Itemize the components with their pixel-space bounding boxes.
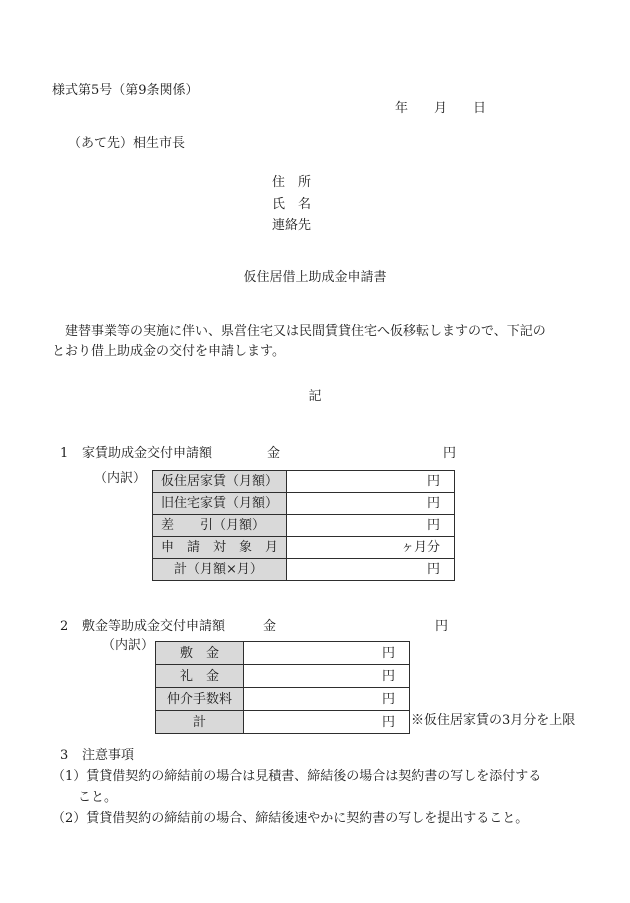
section1-amount-suffix: 円 bbox=[443, 446, 457, 461]
table-row bbox=[156, 665, 410, 688]
caution-item-1-line: （1）賃貸借契約の締結前の場合は見積書、締結後の場合は契約書の写しを添付する bbox=[52, 769, 542, 784]
section3-header bbox=[0, 749, 630, 763]
deposit-limit-note: ※仮住居家賃の3月分を上限 bbox=[411, 713, 576, 728]
table-row bbox=[156, 711, 410, 734]
row-label-cell: 計（月額×月） bbox=[153, 559, 287, 581]
row-label-cell: 仲介手数料 bbox=[156, 688, 244, 711]
section2-amount-prefix: 金 bbox=[263, 619, 277, 634]
section1-breakdown-label: （内訳） bbox=[94, 471, 147, 486]
row-value-cell: 円 bbox=[244, 711, 410, 734]
section3-number: 3 bbox=[60, 748, 69, 763]
table-row bbox=[153, 559, 455, 581]
section2-amount-suffix: 円 bbox=[435, 619, 449, 634]
row-label-cell: 計 bbox=[156, 711, 244, 734]
section2-header bbox=[0, 620, 630, 634]
row-label-cell: 申 請 対 象 月 bbox=[153, 537, 287, 559]
addressee-line: （あて先）相生市長 bbox=[68, 136, 186, 151]
row-value-cell: 円 bbox=[287, 515, 455, 537]
table-row bbox=[153, 471, 455, 493]
deposit-breakdown-table bbox=[155, 641, 410, 734]
caution-item-2-line: （2）賃貸借契約の締結前の場合、締結後速やかに契約書の写しを提出すること。 bbox=[52, 811, 529, 826]
applicant-contact-label: 連絡先 bbox=[272, 218, 312, 233]
caution-item-1-line: こと。 bbox=[78, 790, 118, 805]
applicant-name-label: 氏 名 bbox=[272, 197, 312, 212]
document-title: 仮住居借上助成金申請書 bbox=[243, 270, 387, 285]
row-label-cell: 礼 金 bbox=[156, 665, 244, 688]
section1-header bbox=[0, 447, 630, 461]
section1-amount-prefix: 金 bbox=[267, 446, 281, 461]
table-row bbox=[156, 688, 410, 711]
record-marker: 記 bbox=[308, 389, 322, 404]
row-value-cell: 円 bbox=[244, 688, 410, 711]
table-row bbox=[153, 493, 455, 515]
row-label-cell: 仮住居家賃（月額） bbox=[153, 471, 287, 493]
row-value-cell: 円 bbox=[244, 665, 410, 688]
table-row bbox=[156, 642, 410, 665]
section1-title: 家賃助成金交付申請額 bbox=[82, 446, 213, 461]
row-value-cell: 円 bbox=[287, 559, 455, 581]
section2-title: 敷金等助成金交付申請額 bbox=[82, 619, 226, 634]
section2-number: 2 bbox=[60, 619, 69, 634]
date-line: 年 月 日 bbox=[395, 101, 487, 116]
row-value-cell: 円 bbox=[244, 642, 410, 665]
row-label-cell: 敷 金 bbox=[156, 642, 244, 665]
rent-breakdown-table bbox=[152, 470, 455, 581]
table-row bbox=[153, 515, 455, 537]
body-paragraph-line: とおり借上助成金の交付を申請します。 bbox=[52, 344, 285, 359]
section3-title: 注意事項 bbox=[82, 748, 135, 763]
section2-breakdown-label: （内訳） bbox=[102, 638, 155, 653]
row-label-cell: 差 引（月額） bbox=[153, 515, 287, 537]
row-value-cell: 円 bbox=[287, 493, 455, 515]
row-value-cell: ヶ月分 bbox=[287, 537, 455, 559]
row-value-cell: 円 bbox=[287, 471, 455, 493]
form-number: 様式第5号（第9条関係） bbox=[52, 83, 199, 98]
body-paragraph-line: 建替事業等の実施に伴い、県営住宅又は民間賃貸住宅へ仮移転しますので、下記の bbox=[52, 324, 546, 339]
row-label-cell: 旧住宅家賃（月額） bbox=[153, 493, 287, 515]
table-row bbox=[153, 537, 455, 559]
section1-number: 1 bbox=[60, 446, 69, 461]
applicant-address-label: 住 所 bbox=[272, 175, 312, 190]
